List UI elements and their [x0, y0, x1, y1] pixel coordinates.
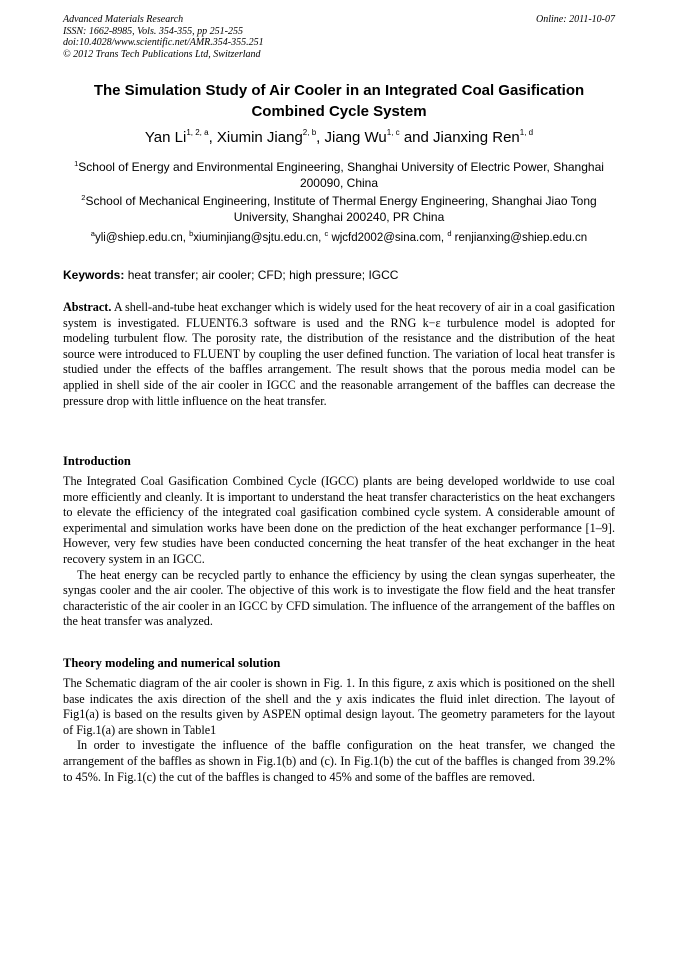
author-separator: and: [399, 129, 434, 146]
abstract-text: A shell-and-tube heat exchanger which is widely used for the heat recovery of air in a coal gasification system is investigated. FLUENT6.3 software is used and the RNG k−ε turbulence model is adopted for modeling turbulent flow. The porosity rate, the distribution of the resistance and the distribution of the heat source were introduced to FLUENT by coupling the user defined function. The variation of local heat transfer is studied under the effects of the baffles arrangement. The result shows that the porous media model can be applied in shell side of the air cooler in IGCC and the reasonable arrangement of the baffles can decrease the pressure drop with little influence on the heat transfer.: [63, 300, 615, 408]
introduction-body: [63, 474, 615, 630]
author-name: Jiang Wu: [324, 129, 387, 146]
author-affil-sup: 1, c: [386, 128, 400, 137]
journal-header: [63, 14, 615, 60]
theory-body: [63, 676, 615, 785]
email-list: [63, 231, 615, 247]
author-name: Jianxing Ren: [433, 129, 520, 146]
email-sup: a: [90, 229, 95, 238]
paragraph: The heat energy can be recycled partly to enhance the efficiency by using the clean syngas superheater, the syngas cooler and the air cooler. The objective of this work is to investigate the flow field and the heat transfer characteristic of the air cooler in an IGCC by CFD simulation. The influence of the arrangement of the baffles on the heat transfer was analyzed.: [63, 567, 615, 629]
section-heading-introduction: Introduction: [63, 454, 131, 468]
keywords-line: [63, 268, 615, 283]
keywords-label: Keywords:: [63, 268, 125, 282]
affiliation-sup: 2: [81, 193, 86, 202]
doi-line: doi:10.4028/www.scientific.net/AMR.354-355.251: [63, 37, 264, 48]
affiliation-2: [63, 194, 615, 225]
author-affil-sup: 1, d: [519, 128, 534, 137]
email-address[interactable]: wjcfd2002@sina.com,: [328, 232, 448, 244]
paragraph: The Integrated Coal Gasification Combined Cycle (IGCC) plants are being developed worldwide to use coal more efficiently and cleanly. It is important to understand the heat transfer characteristics on the heat exchangers to elevate the efficiency of the integrated coal gasification combined cycle system. A considerable amount of experimental and simulation works have been done on the prediction of the heat exchanger performance [1–9]. However, very few studies have been conducted concerning the heat transfer of the heat exchanger in the heat recovery system in an IGCC.: [63, 474, 615, 566]
online-date: Online: 2011-10-07: [536, 14, 615, 25]
keywords-text: heat transfer; air cooler; CFD; high pressure; IGCC: [124, 268, 399, 282]
section-heading-theory: Theory modeling and numerical solution: [63, 656, 281, 670]
affiliation-text: School of Energy and Environmental Engineering, Shanghai University of Electric Power, Shanghai 200090, China: [78, 160, 604, 190]
author-separator: ,: [316, 129, 325, 146]
author-name: Xiumin Jiang: [216, 129, 303, 146]
email-sup: b: [189, 229, 194, 238]
email-sup: d: [447, 229, 452, 238]
affiliation-1: [63, 160, 615, 191]
affiliation-text: School of Mechanical Engineering, Institute of Thermal Energy Engineering, Shanghai Jiao Tong University, Shanghai 200240, PR China: [85, 194, 597, 224]
issn-line: ISSN: 1662-8985, Vols. 354-355, pp 251-255: [63, 25, 243, 37]
paper-title: The Simulation Study of Air Cooler in an Integrated Coal Gasification Combined Cycle System: [93, 82, 585, 120]
author-separator: ,: [208, 129, 217, 146]
email-sup: c: [324, 229, 329, 238]
affiliation-sup: 1: [74, 159, 79, 168]
abstract-label: Abstract.: [63, 300, 112, 314]
journal-name: Advanced Materials Research: [63, 14, 184, 25]
author-name: Yan Li: [144, 129, 187, 146]
email-address[interactable]: yli@shiep.edu.cn,: [94, 232, 190, 244]
email-address[interactable]: renjianxing@shiep.edu.cn: [451, 232, 588, 244]
author-affil-sup: 2, b: [302, 128, 317, 137]
author-affil-sup: 1, 2, a: [186, 128, 209, 137]
author-list: [63, 128, 615, 148]
email-address[interactable]: xiuminjiang@sjtu.edu.cn,: [193, 232, 325, 244]
abstract-block: [63, 300, 615, 409]
paragraph: The Schematic diagram of the air cooler is shown in Fig. 1. In this figure, z axis which is positioned on the shell base indicates the axis direction of the shell and the y axis indicates the fluid inlet direction. The layout of Fig1(a) is based on the results given by ASPEN optimal design layout. The geometry parameters for the layout of Fig.1(a) are shown in Table1: [63, 676, 615, 737]
copyright-line: © 2012 Trans Tech Publications Ltd, Switzerland: [63, 48, 261, 60]
paragraph: In order to investigate the influence of the baffle configuration on the heat transfer, we changed the arrangement of the baffles as shown in Fig.1(b) and (c). In Fig.1(b) the cut of the baffles is changed from 39.2% to 45%. In Fig.1(c) the cut of the baffles is changed to 45% and some of the baffles are removed.: [63, 738, 615, 784]
